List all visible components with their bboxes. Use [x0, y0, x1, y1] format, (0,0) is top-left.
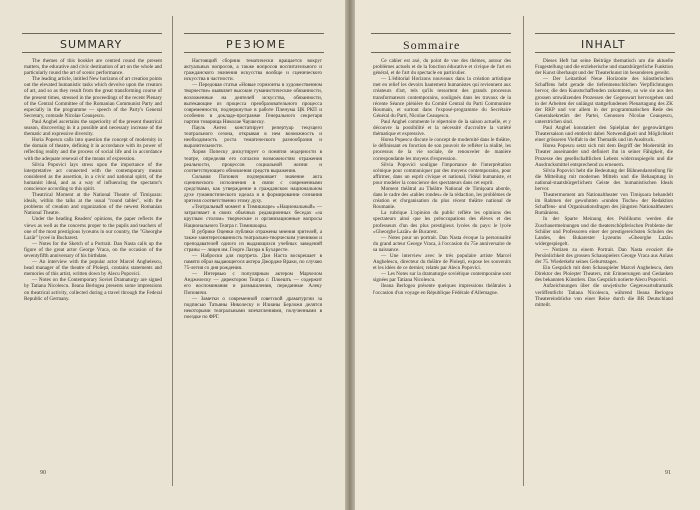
sommaire-paragraph: — Les Notes sur la dramaturgie soviétique contemporaine sont signées par Tatiana Nicolescu.	[373, 271, 511, 284]
inhalt-heading: INHALT	[581, 38, 626, 51]
summary-paragraph: The leading article, intitled New horizons of art creation points out the elevated humanistic tasks which devolve upon the creators of art, and so as they result from the great transforming course of the present times, stressed in the proceedings of the recent Plenary of the Central Committee of the Romanian Communist Party and especially in the programme — speech of the Party's General Secretary, comrade Nicolae Ceauşescu.	[24, 76, 162, 119]
rezume-paragraph: Сильвия Попович подчеркивает значение акта сценического исполнения в связи с современными средствами, как утверждение в гражданском национальном духе гуманистического идеала и в формировании сознания зрителя соответственно этому духу.	[184, 173, 322, 205]
sommaire-paragraph: Paul Anghel commente le répertoire de la saison actuelle, et y découvre la possibilité et la nécessité d'accroître la variété thématique et expressive.	[373, 118, 511, 138]
inhalt-top-rule	[535, 33, 675, 34]
rezume-paragraph: — Интервью с популярным актером Марчелом Анджелеску — директором Театра г. Плоешть — содержит его воспоминания и размышления, переданные Алеку Поповичи.	[184, 271, 322, 296]
summary-column	[24, 58, 162, 302]
summary-paragraph: Silvia Popovici lays stress upon the importance of the interpretative act connected with the contemporary means considered as the assertion, in a civic and national spirit, of the humanist ideal, and as a way of influencing the spectator's conscience according to this spirit.	[24, 161, 162, 192]
inhalt-paragraph: Theatermoment am Nationaltheater von Timişoara behandelt im Rahmen der gewohnten «runden Tische» der Redaktion Schaffens- und Organisationsfragen des jüngsten Nationaltheaters Rumäniens.	[535, 192, 673, 217]
rezume-paragraph: В рубрике Оценки публики отражены мнения зрителей, а также заинтересованность театрально-творческим учеником и преподавателей одного из выдающихся учебных заведений страны — лицея им. Георге Лазэра в Бухаресте.	[184, 228, 322, 253]
inhalt-paragraph: — Der Leitartikel Neue Horizonte des künstlerischen Schaffens hebt gerade die tiefenmenschlichen Verpflichtungen hervor, die den Kunstschaffenden zukommen, so wie sie aus den grossen umwälzenden Prozessen der Gegenwart hervorgehen und in der Arbeiten der unlängst stattgefundenen Plenartagung des ZK der RKP und vor allem in der programmatischen Rede des Generalsekretärs der Partei, Genossen Nicolae Ceauşescu, unterstrichen sind.	[535, 76, 673, 125]
rezume-paragraph: — Передовая статья «Новые горизонты в художественном творчестве» выявляет высокие гуманистические обязанности, возложенные на деятелей искусства, обязанности, вытекающие из процесса преобразовательного процесса современности, подчеркнутые в работе Пленума ЦК РКП и особенно в докладе-программе Генерального секретаря партии товарища Николае Чаушеску.	[184, 82, 322, 125]
inhalt-paragraph: Horea Popescu setzt sich mit dem Begriff der Modernität im Theater auseinander und definiert ihn in seiner Fähigkeit, die Prozesse des gesellschaftlichen Lebens widerzuspiegeln und die Ausdrucksmittel entsprechend zu erneuern.	[535, 143, 673, 168]
page-number-right: 91	[665, 470, 671, 476]
inhalt-paragraph: Ein Gespräch mit dem Schauspieler Marcel Anghelescu, dem Direktor des Ploieşter Theaters, mit Erinnerungen und Gedanken des bekannten Künstlers. Das Gespräch notierte Alecu Popovici.	[535, 265, 673, 284]
rezume-paragraph: — Наброски для портрета. Дан Наста воскрешает в памяти образ выдающегося актера Джордже Враки, по случаю 75-летия со дня рождения.	[184, 253, 322, 272]
inhalt-paragraph: Dieses Heft hat seine Beiträge thematisch um die aktuelle Fragestellung und die erzieherische und staatsbürgerliche Funktion der Kunst überhaupt und der Theaterkunst im besonderen gereiht.	[535, 58, 673, 77]
column-divider	[172, 16, 173, 486]
sommaire-paragraph: — Notes pour un portrait. Dan Nasta évoque la personnalité du grand acteur George Vraca, à l'occasion du 75e anniversaire de sa naissance.	[373, 234, 511, 253]
summary-top-rule	[22, 33, 162, 34]
inhalt-bottom-rule	[535, 52, 675, 53]
inhalt-paragraph: — Notizen zu einem Portrait. Dan Nasta evoziert die Persönlichkeit des grossen Schauspielers George Vraca aus Anlass der 75. Wiederkehr seines Geburtstages.	[535, 246, 673, 266]
summary-paragraph: Under the heading Readers' opinions, the paper reflects the views as well as the concerns proper to the pupils and teachers of one of the most prestigious lyceums in our country, the "Gheorghe Lazăr" lyceé in Bucharest.	[24, 216, 162, 241]
sommaire-column	[373, 58, 511, 296]
left-page	[0, 0, 345, 510]
column-divider	[523, 16, 524, 486]
inhalt-paragraph: In der Sparte Meinung des Publikums werden die Zuschauermeinungen und die theaterschöpferischen Probleme der Schüler und Professoren einer der prestigereichsten Schulen des Landes, des Bukarester Lyzeums «Gheorghe Lazăr» widergespiegelt.	[535, 216, 673, 247]
sommaire-paragraph: — Une interview avec le très populaire artiste Marcel Anghelescu, directeur du théâtre de Ploieşti, expose les souvenirs et les idées de ce dernier, relatés par Alecu Popovici.	[373, 253, 511, 272]
sommaire-top-rule	[371, 33, 511, 34]
sommaire-paragraph: Horea Popescu discute le concept de modernité dans le théâtre, le définissant en fonction de son pouvoir de refléter la réalité, les processus de la vie sociale, de renouveler de manière correspondante les moyens d'expression.	[373, 137, 511, 162]
summary-heading: SUMMARY	[60, 38, 123, 51]
rezume-paragraph: Хория Попеску дискутирует о понятии модерности в театре, определяя его согласно возможностям отражения реальности, процессов социальной жизни и соответствующего обновления средств выражения.	[184, 149, 322, 174]
summary-paragraph: Horia Popescu calls into question the concept of modernity in the domain of theatre, defining it in accordance with its power of reflecting reality and the process of social life and in accordance with the adequate renewal of the means of expression.	[24, 137, 162, 162]
summary-paragraph: Theatrical Moment at the National Theatre of Timişoara: ideals, within the talks at the usual "round tables", with the problems of creation and organization of the newest Romanian National Theatre.	[24, 192, 162, 217]
sommaire-paragraph: Moment théâtral au Théâtre National de Timişoara aborde, dans le cadre des «tables rondes» de la rédaction, les problèmes de création et d'organisation du plus récent théâtre national de Roumanie.	[373, 185, 511, 211]
sommaire-paragraph: — L'éditorial Horizons nouveaux dans la création artistique met en relief les devoirs hautement humanistes qui reviennent aux créateurs d'art, tels qu'ils ressortent des grands processus transformateurs contemporains, soulignés dans les travaux de la récente Séance plénière du Comité Central du Parti Communiste Roumain, et surtout dans l'exposé-programme du Secrétaire Général du Parti, Nicolae Ceauşescu.	[373, 76, 511, 119]
sommaire-heading: Sommaire	[403, 38, 461, 52]
rezume-paragraph: «Театральный момент в Тимишоаре» «Национальный» — затрагивает в своих обычных редакционных беседах «за круглым столом» творческие и организационные вопросы Национального Театра г. Тимишоары.	[184, 204, 322, 229]
rezume-bottom-rule	[184, 52, 324, 53]
summary-paragraph: The themes of this booklet are centred round the present matters, the educative and civic destination of art on the whole and particularly round the art of scenic performance.	[24, 58, 162, 77]
rezume-column	[184, 58, 322, 320]
rezume-top-rule	[184, 33, 324, 34]
inhalt-column	[535, 58, 673, 308]
rezume-paragraph: — Заметки о современной советской драматургии за подписью Татьяны Николеску и Илианы Берложя делятся некоторыми театральными впечатлениями, полученными в поездке по ФРГ.	[184, 295, 322, 320]
summary-paragraph: — An interview with the popular actor Marcel Anghelescu, head manager of the theatre of Ploieşti, contains statements and memories of this artist, written down by Alecu Popovici.	[24, 259, 162, 278]
right-page	[355, 0, 700, 510]
summary-paragraph: — Notes for the Sketch of a Portrait. Dan Nasta calls up the figure of the great actor George Vraca, on the occasion of the seventyfifth anniversary of his birthdate.	[24, 240, 162, 259]
summary-paragraph: — Notes on the Contemporary Soviet Dramaturgy are signed by Tatiana Nicolescu. Ileana Berlogea presents some impressions on theatrical activity, collected during a travel through the Federal Republic of Germany.	[24, 277, 162, 302]
summary-bottom-rule	[22, 52, 162, 53]
summary-paragraph: Paul Anghel ascertains the superiority of the present theatrical season, discovering in it a possible and necessary increase of the thematic and expressive diversity.	[24, 118, 162, 138]
inhalt-paragraph: Paul Anghel konstatiert den Spielplan der gegenwärtigen Theatersaison und entdeckt dabei Notwendigkeit und Möglichkeit einer grösseren Vielfalt in der Thematik und im Ausdruck.	[535, 125, 673, 144]
rezume-paragraph: Настоящий сборник тематически вращается вокруг актуальных вопросов, а также вопросов воспитательного и гражданского значения искусства вообще и сценического искусства в частности.	[184, 58, 322, 83]
sommaire-paragraph: Ce cahier est axé, du point de vue des thèmes, autour des problèmes actuels et de la fonction éducative et civique de l'art en général, et de l'art du spectacle en particulier.	[373, 58, 511, 77]
sommaire-paragraph: Ileana Berlogea présente quelques impressions théâtrales à l'occasion d'un voyage en République Fédérale d'Allemagne.	[373, 283, 511, 296]
sommaire-paragraph: La rubrique L'opinion du public reflète les opinions des spectateurs ainsi que les préoccupations des élèves et des professeurs d'un des plus prestigieux lycées du pays: le lycée «Gheorghe Lazăr» de Bucarest.	[373, 210, 511, 235]
rezume-heading: РЕЗЮМЕ	[226, 38, 287, 51]
rezume-paragraph: Пауль Ангел констатирует репертуар текущего театрального сезона, открывая в нем возможность и необходимость роста тематического разнообразия и выразительности.	[184, 125, 322, 150]
sommaire-paragraph: Silvia Popovici souligne l'importance de l'interprétation scénique pour communiquer par des moyens contemporains, pour affirmer, dans un esprit civique et national, l'idéal humaniste, et pour modeler la conscience des spectateurs dans cet esprit.	[373, 161, 511, 186]
page-number-left: 90	[40, 470, 46, 476]
book-gutter	[345, 0, 355, 510]
inhalt-paragraph: Aufzeichnungen über die sowjetische Gegenwartsdramatik veröffentlicht Tatiana Nicolescu, während Ileana Berlogea Theatereindrücke von einer Reise durch die BR Deutschland mitteilt.	[535, 283, 673, 308]
inhalt-paragraph: Silvia Popovici hebt die Bedeutung der Bühnendarstellung für die Mitteilung mit modernen Mitteln und die Behauptung in national-staatsbürgerlichem Geiste des humanistischen Ideals hervor.	[535, 167, 673, 192]
